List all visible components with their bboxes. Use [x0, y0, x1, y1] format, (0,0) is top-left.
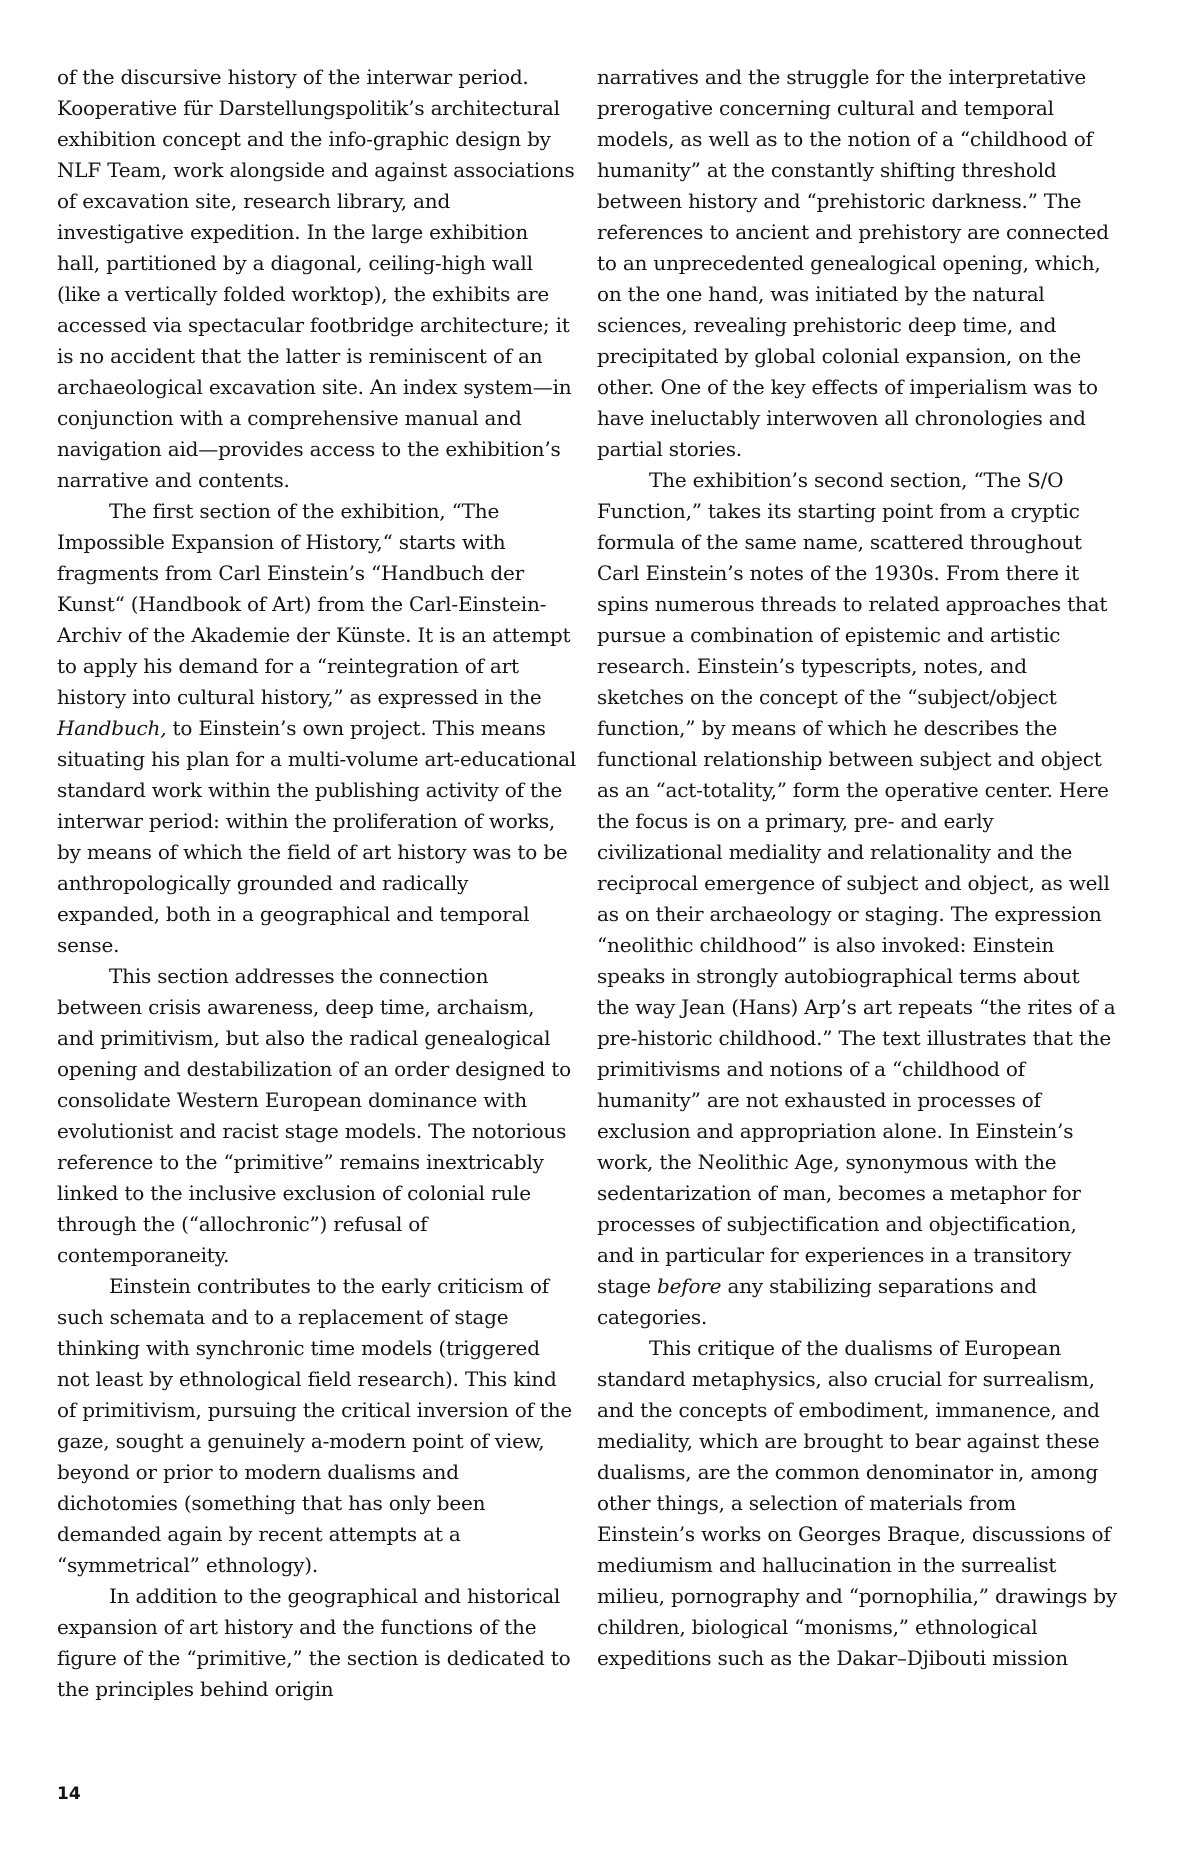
right-text-column	[597, 62, 1117, 1674]
paragraph-text: to Einstein’s own project. This means situating his plan for a multi-volume art-educational standard work within the publishing activity of the interwar period: within the proliferation of works, by means of which the field of art history was to be anthropologically grounded and radically expanded, both in a geographical and temporal sense.	[57, 716, 577, 957]
left-text-column	[57, 62, 577, 1705]
paragraph-text: any stabilizing separations and categories.	[597, 1274, 1037, 1329]
page-number: 14	[57, 1784, 81, 1804]
paragraph: Einstein contributes to the early criticism of such schemata and to a replacement of stage thinking with synchronic time models (triggered not least by ethnological field research). This kind of primitivism, pursuing the critical inversion of the gaze, sought a genuinely a-modern point of view, beyond or prior to modern dualisms and dichotomies (something that has only been demanded again by recent attempts at a “symmetrical” ethnology).	[57, 1274, 573, 1577]
paragraph-text: The first section of the exhibition, “The Impossible Expansion of History,“ starts with fragments from Carl Einstein’s “Handbuch der Kunst“ (Handbook of Art) from the Carl-Einstein-Archiv of the Akademie der Künste. It is an attempt to apply his demand for a “reintegration of art history into cultural history,” as expressed in the	[57, 499, 571, 709]
paragraph: of the discursive history of the interwar period. Kooperative für Darstellungspolitik’s architectural exhibition concept and the info-graphic design by NLF Team, work alongside and against associations of excavation site, research library, and investigative expedition. In the large exhibition hall, partitioned by a diagonal, ceiling-high wall (like a vertically folded worktop), the exhibits are accessed via spectacular footbridge architecture; it is no accident that the latter is reminiscent of an archaeological excavation site. An index system—in conjunction with a comprehensive manual and navigation aid—provides access to the exhibition’s narrative and contents.	[57, 65, 575, 492]
paragraph	[57, 496, 577, 961]
paragraph-text: The exhibition’s second section, “The S/O Function,” takes its starting point from a cryptic formula of the same name, scattered throughout Carl Einstein’s notes of the 1930s. From there it spins numerous threads to related approaches that pursue a combination of epistemic and artistic research. Einstein’s typescripts, notes, and sketches on the concept of the “subject/object function,” by means of which he describes the functional relationship between subject and object as an “act-totality,” form the operative center. Here the focus is on a primary, pre- and early civilizational mediality and relationality and the reciprocal emergence of subject and object, as well as on their archaeology or staging. The expression “neolithic childhood” is also invoked: Einstein speaks in strongly autobiographical terms about the way Jean (Hans) Arp’s art repeats “the rites of a pre-historic childhood.” The text illustrates that the primitivisms and notions of a “childhood of humanity” are not exhausted in processes of exclusion and appropriation alone. In Einstein’s work, the Neolithic Age, synonymous with the sedentarization of man, becomes a metaphor for processes of subjectification and objectification, and in particular for experiences in a transitory stage	[597, 468, 1116, 1298]
italic-emphasis: before	[657, 1274, 722, 1298]
italic-title: Handbuch,	[57, 716, 167, 740]
paragraph: This section addresses the connection between crisis awareness, deep time, archaism, and primitivism, but also the radical genealogical opening and destabilization of an order designed to consolidate Western European dominance with evolutionist and racist stage models. The notorious reference to the “primitive” remains inextricably linked to the inclusive exclusion of colonial rule through the (“allochronic”) refusal of contemporaneity.	[57, 964, 571, 1267]
paragraph: This critique of the dualisms of European standard metaphysics, also crucial for surrealism, and the concepts of embodiment, immanence, and mediality, which are brought to bear against these dualisms, are the common denominator in, among other things, a selection of materials from Einstein’s works on Georges Braque, discussions of mediumism and hallucination in the surrealist milieu, pornography and “pornophilia,” drawings by children, biological “monisms,” ethnological expeditions such as the Dakar–Djibouti mission	[597, 1336, 1118, 1670]
paragraph: narratives and the struggle for the interpretative prerogative concerning cultural and temporal models, as well as to the notion of a “childhood of humanity” at the constantly shifting threshold between history and “prehistoric darkness.” The references to ancient and prehistory are connected to an unprecedented genealogical opening, which, on the one hand, was initiated by the natural sciences, revealing prehistoric deep time, and precipitated by global colonial expansion, on the other. One of the key effects of imperialism was to have ineluctably interwoven all chronologies and partial stories.	[597, 65, 1109, 461]
paragraph: In addition to the geographical and historical expansion of art history and the functions of the figure of the “primitive,” the section is dedicated to the principles behind origin	[57, 1584, 571, 1701]
paragraph	[597, 465, 1117, 1333]
